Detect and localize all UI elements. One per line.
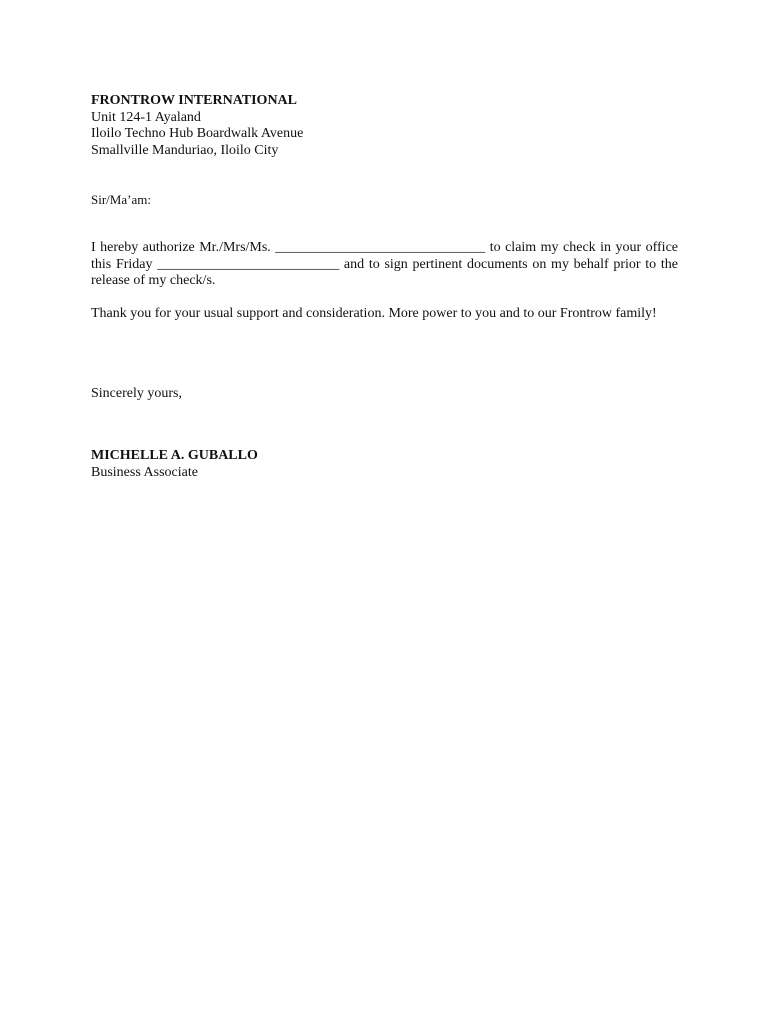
salutation: Sir/Ma’am: (91, 192, 151, 207)
salutation-block (91, 192, 678, 209)
signer-name: MICHELLE A. GUBALLO (91, 448, 258, 463)
company-name: FRONTROW INTERNATIONAL (91, 93, 298, 108)
thanks-line: Thank you for your usual support and consideration. More power to you and to our Frontrow family! (91, 306, 657, 321)
address-line-2: Iloilo Techno Hub Boardwalk Avenue (91, 126, 304, 141)
closing-block (91, 386, 678, 403)
address-line-1: Unit 124-1 Ayaland (91, 109, 201, 125)
signature-block (91, 448, 678, 481)
body-line-1: I hereby authorize Mr./Mrs/Ms. ______________________________ to claim my check in your office (91, 240, 678, 255)
signer-title: Business Associate (91, 464, 198, 480)
body-line-2: this Friday __________________________ and to sign pertinent documents on my behalf prior to the (91, 256, 678, 272)
address-line-3: Smallville Manduriao, Iloilo City (91, 142, 279, 158)
body-line-3: release of my check/s. (91, 273, 216, 288)
closing: Sincerely yours, (91, 386, 182, 401)
recipient-address (91, 93, 678, 159)
authorization-paragraph (91, 240, 678, 290)
thanks-paragraph (91, 306, 678, 323)
